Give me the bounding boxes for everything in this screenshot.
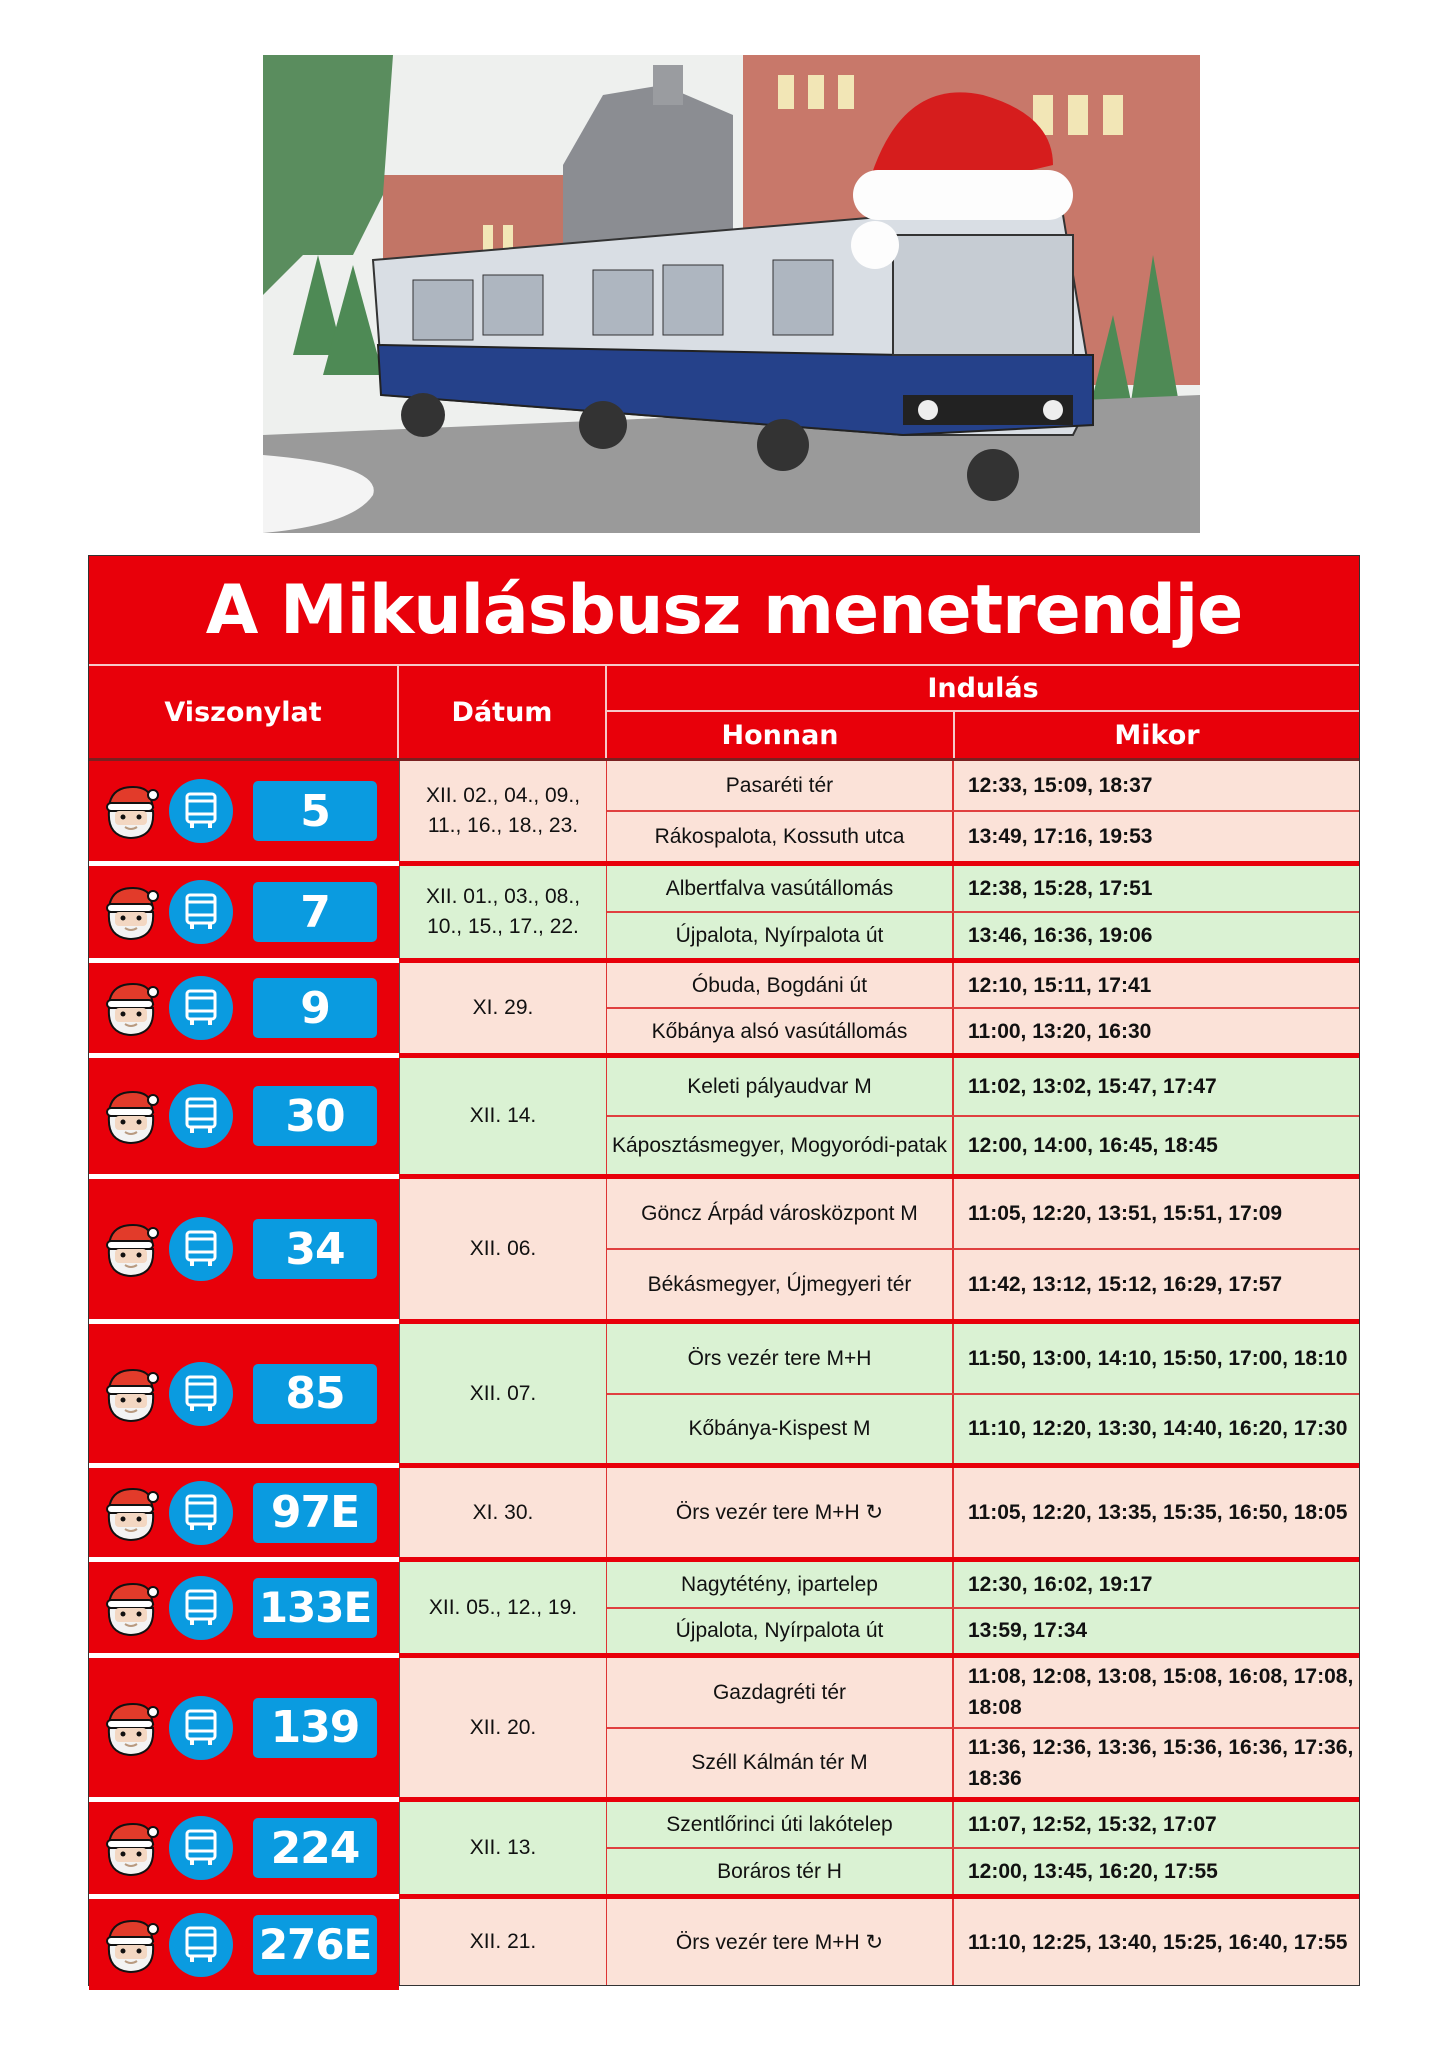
route-stops [607, 761, 1359, 861]
route-date: XII. 05., 12., 19. [399, 1562, 607, 1653]
route-badge [89, 963, 399, 1058]
table-body [89, 758, 1359, 1985]
route-stops [607, 1658, 1359, 1797]
bus-icon [169, 1217, 233, 1281]
departure-times: 12:00, 13:45, 16:20, 17:55 [968, 1860, 1218, 1883]
departure-times: 11:36, 12:36, 13:36, 15:36, 16:36, 17:36, 18:36 [968, 1735, 1354, 1790]
table-row-route-5 [89, 761, 1359, 866]
route-badge [89, 1899, 399, 1990]
route-badge [89, 1468, 399, 1562]
departure-times: 11:02, 13:02, 15:47, 17:47 [968, 1075, 1217, 1098]
stop-name: Nagytétény, ipartelep [607, 1562, 954, 1607]
stop-name: Békásmegyer, Újmegyeri tér [607, 1250, 954, 1319]
santa-face-icon [101, 1578, 161, 1638]
stop-name: Káposztásmegyer, Mogyoródi-patak [607, 1117, 954, 1174]
stop-name: Örs vezér tere M+H ↻ [607, 1468, 954, 1557]
table-row-route-97E [89, 1468, 1359, 1562]
bus-icon [169, 880, 233, 944]
departure-times: 11:00, 13:20, 16:30 [968, 1019, 1152, 1043]
departure-times: 11:50, 13:00, 14:10, 15:50, 17:00, 18:10 [968, 1346, 1348, 1370]
route-number: 224 [253, 1818, 377, 1878]
stop-name: Széll Kálmán tér M [607, 1729, 954, 1798]
departure-times: 11:08, 12:08, 13:08, 15:08, 16:08, 17:08, 18:08 [968, 1665, 1354, 1720]
stop-name: Rákospalota, Kossuth utca [607, 812, 954, 861]
route-badge [89, 1802, 399, 1899]
stop-name: Göncz Árpád városközpont M [607, 1179, 954, 1248]
header-when: Mikor [1114, 719, 1200, 751]
departure-times: 11:05, 12:20, 13:51, 15:51, 17:09 [968, 1202, 1283, 1225]
stop-row [607, 1899, 1359, 1985]
header-from: Honnan [607, 712, 955, 758]
table-row-route-133E [89, 1562, 1359, 1658]
bus-icon [169, 1696, 233, 1760]
departure-times: 12:00, 14:00, 16:45, 18:45 [968, 1134, 1218, 1157]
santa-face-icon [101, 882, 161, 942]
stop-name: Gazdagréti tér [607, 1658, 954, 1727]
route-stops [607, 1058, 1359, 1174]
table-row-route-276E [89, 1899, 1359, 1985]
stop-name: Albertfalva vasútállomás [607, 866, 954, 911]
departure-times: 11:07, 12:52, 15:32, 17:07 [968, 1813, 1217, 1836]
route-number: 30 [253, 1086, 377, 1146]
header-route: Viszonylat [89, 666, 399, 758]
stop-row [607, 1058, 1359, 1115]
departure-times: 11:05, 12:20, 13:35, 15:35, 16:50, 18:05 [968, 1501, 1348, 1524]
table-row-route-34 [89, 1179, 1359, 1324]
departure-times: 13:59, 17:34 [968, 1619, 1088, 1643]
stop-row [607, 761, 1359, 810]
santa-face-icon [101, 1364, 161, 1424]
route-number: 85 [253, 1364, 377, 1424]
departure-times: 12:30, 16:02, 19:17 [968, 1572, 1153, 1596]
timetable [88, 555, 1360, 1986]
header-departure: Indulás [607, 666, 1359, 712]
route-badge [89, 1179, 399, 1324]
route-stops [607, 1899, 1359, 1985]
route-badge [89, 1058, 399, 1179]
route-date: XII. 21. [399, 1899, 607, 1985]
route-date: XII. 06. [399, 1179, 607, 1319]
route-badge [89, 1562, 399, 1658]
route-number: 133E [253, 1578, 377, 1638]
route-badge [89, 866, 399, 963]
stop-row [607, 1607, 1359, 1654]
route-number: 34 [253, 1219, 377, 1279]
table-row-route-30 [89, 1058, 1359, 1179]
stop-row [607, 1847, 1359, 1894]
route-date: XII. 02., 04., 09., 11., 16., 18., 23. [399, 761, 607, 861]
route-stops [607, 963, 1359, 1053]
route-date: XII. 07. [399, 1324, 607, 1463]
route-stops [607, 1562, 1359, 1653]
stop-row [607, 1248, 1359, 1319]
stop-row [607, 810, 1359, 861]
departure-times: 13:49, 17:16, 19:53 [968, 825, 1153, 848]
table-row-route-85 [89, 1324, 1359, 1468]
stop-row [607, 1802, 1359, 1847]
stop-name: Újpalota, Nyírpalota út [607, 913, 954, 958]
stop-name: Keleti pályaudvar M [607, 1058, 954, 1115]
table-row-route-224 [89, 1802, 1359, 1899]
bus-icon [169, 779, 233, 843]
route-number: 5 [253, 781, 377, 841]
bus-icon [169, 1913, 233, 1977]
bus-icon [169, 1084, 233, 1148]
departure-times: 11:10, 12:25, 13:40, 15:25, 16:40, 17:55 [968, 1930, 1348, 1954]
bus-icon [169, 976, 233, 1040]
stop-name: Óbuda, Bogdáni út [607, 963, 954, 1007]
bus-icon [169, 1576, 233, 1640]
route-date: XII. 01., 03., 08., 10., 15., 17., 22. [399, 866, 607, 958]
stop-row [607, 866, 1359, 911]
stop-name: Szentlőrinci úti lakótelep [607, 1802, 954, 1847]
stop-row [607, 963, 1359, 1007]
route-stops [607, 1179, 1359, 1319]
page-title: A Mikulásbusz menetrendje [89, 556, 1359, 666]
stop-name: Boráros tér H [607, 1849, 954, 1894]
departure-times: 11:10, 12:20, 13:30, 14:40, 16:20, 17:30 [968, 1417, 1348, 1441]
route-date: XII. 14. [399, 1058, 607, 1174]
stop-row [607, 1727, 1359, 1798]
departure-times: 12:38, 15:28, 17:51 [968, 877, 1153, 900]
stop-row [607, 1658, 1359, 1727]
route-badge [89, 1324, 399, 1468]
header-date: Dátum [399, 666, 607, 758]
santa-face-icon [101, 1219, 161, 1279]
departure-times: 11:42, 13:12, 15:12, 16:29, 17:57 [968, 1273, 1283, 1296]
bus-illustration [263, 55, 1200, 533]
route-stops [607, 1802, 1359, 1894]
table-row-route-9 [89, 963, 1359, 1058]
route-stops [607, 866, 1359, 958]
route-number: 276E [253, 1915, 377, 1975]
route-number: 7 [253, 882, 377, 942]
table-row-route-139 [89, 1658, 1359, 1802]
route-badge [89, 761, 399, 866]
departure-times: 12:10, 15:11, 17:41 [968, 973, 1152, 997]
stop-name: Pasaréti tér [607, 761, 954, 810]
stop-row [607, 1179, 1359, 1248]
table-header [89, 666, 1359, 758]
route-stops [607, 1324, 1359, 1463]
santa-bus-image [263, 55, 1200, 533]
table-row-route-7 [89, 866, 1359, 963]
stop-row [607, 1324, 1359, 1393]
route-stops [607, 1468, 1359, 1557]
route-number: 9 [253, 978, 377, 1038]
header-departure-group [607, 666, 1359, 758]
stop-name: Újpalota, Nyírpalota út [607, 1609, 954, 1654]
stop-name: Örs vezér tere M+H ↻ [607, 1899, 954, 1985]
santa-face-icon [101, 1915, 161, 1975]
stop-name: Örs vezér tere M+H [607, 1324, 954, 1393]
route-date: XII. 13. [399, 1802, 607, 1894]
santa-face-icon [101, 1818, 161, 1878]
route-date: XI. 30. [399, 1468, 607, 1557]
stop-row [607, 1393, 1359, 1464]
departure-times: 13:46, 16:36, 19:06 [968, 924, 1153, 947]
route-date: XII. 20. [399, 1658, 607, 1797]
santa-face-icon [101, 781, 161, 841]
stop-name: Kőbánya-Kispest M [607, 1395, 954, 1464]
stop-row [607, 1115, 1359, 1174]
santa-face-icon [101, 1483, 161, 1543]
departure-times: 12:33, 15:09, 18:37 [968, 774, 1153, 797]
route-date: XI. 29. [399, 963, 607, 1053]
bus-icon [169, 1481, 233, 1545]
route-badge [89, 1658, 399, 1802]
bus-icon [169, 1362, 233, 1426]
stop-row [607, 1562, 1359, 1607]
route-number: 139 [253, 1698, 377, 1758]
stop-name: Kőbánya alsó vasútállomás [607, 1009, 954, 1053]
route-number: 97E [253, 1483, 377, 1543]
santa-face-icon [101, 978, 161, 1038]
stop-row [607, 1468, 1359, 1557]
santa-face-icon [101, 1086, 161, 1146]
santa-face-icon [101, 1698, 161, 1758]
stop-row [607, 911, 1359, 958]
bus-icon [169, 1816, 233, 1880]
stop-row [607, 1007, 1359, 1053]
